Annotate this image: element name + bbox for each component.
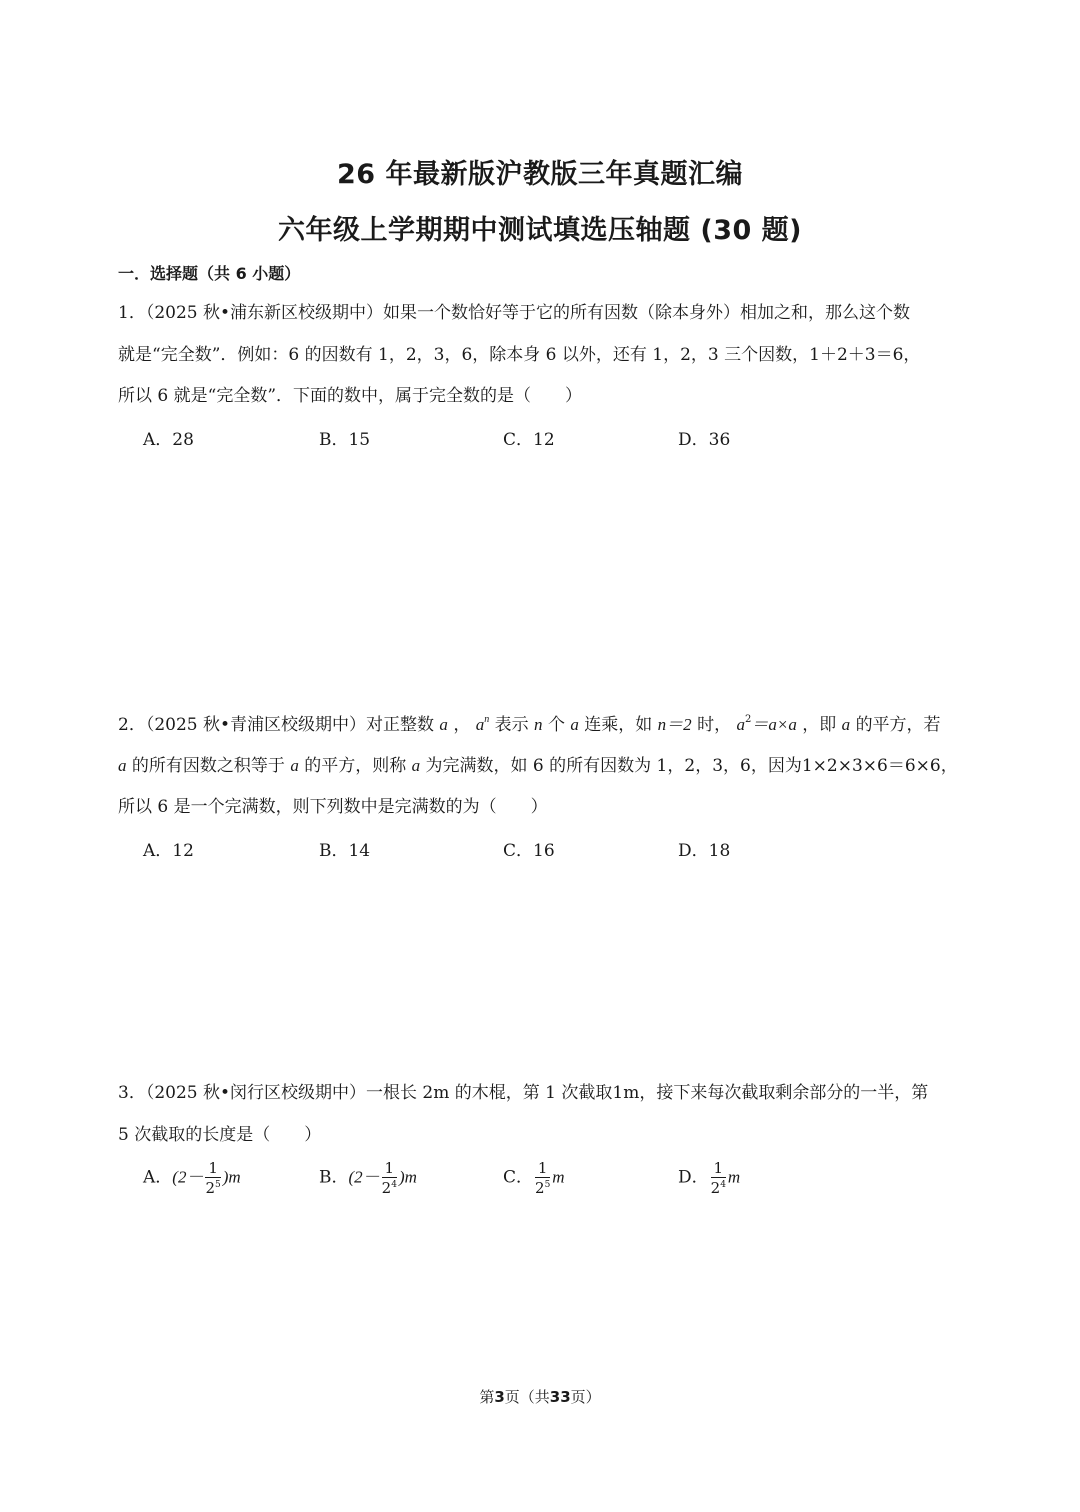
question-1-option-c: C．12	[503, 430, 555, 450]
question-2-text: 的平方，若	[855, 715, 941, 735]
math-variable: a	[290, 756, 299, 775]
fraction: $\frac{1}{2^5}$	[535, 1159, 551, 1197]
question-1-option-b: B．15	[319, 430, 371, 450]
math-variable: a	[570, 715, 579, 734]
question-2-line-1	[118, 713, 968, 737]
math-variable: a	[439, 715, 448, 734]
page-total: 33	[549, 1388, 571, 1406]
question-2-text: 时，	[697, 715, 732, 735]
question-2-option-c: C．16	[503, 841, 555, 861]
math-equation: $a^2=a\times a$	[736, 714, 797, 734]
question-2-text: ，即	[802, 715, 837, 735]
question-2-text: 的所有因数之积等于	[131, 756, 285, 776]
question-2-line-2	[118, 754, 968, 778]
document-title-line1: 26 年最新版沪教版三年真题汇编	[337, 159, 743, 190]
math-equation: n＝2	[657, 715, 692, 734]
math-variable: a	[118, 756, 127, 775]
question-2-line-3: 所以 6 是一个完满数，则下列数中是完满数的为（ ）	[118, 797, 548, 817]
question-3-line-2: 5 次截取的长度是（ ）	[118, 1125, 322, 1145]
question-3-option-a: A．(2－ $\frac{1}{2^5}$ )m	[143, 1159, 241, 1197]
math-power: $a^n$	[475, 714, 490, 734]
question-2-text: 为完满数，如 6 的所有因数为 1，2，3，6，因为1×2×3×6＝6×6，	[425, 756, 958, 776]
page-number: 3	[494, 1388, 505, 1406]
question-1-line-1: 1．（2025 秋•浦东新区校级期中）如果一个数恰好等于它的所有因数（除本身外）相加之和，那么这个数	[118, 303, 911, 323]
question-2-option-d: D．18	[678, 841, 731, 861]
math-variable: a	[841, 715, 851, 734]
question-2-option-b: B．14	[319, 841, 371, 861]
section-heading: 一．选择题（共 6 小题）	[118, 264, 301, 283]
question-3-line-1: 3．（2025 秋•闵行区校级期中）一根长 2m 的木棍，第 1 次截取1m，接下来每次截取剩余部分的一半，第	[118, 1083, 929, 1103]
question-3-option-c: C． $\frac{1}{2^5}$ m	[503, 1159, 565, 1197]
math-variable: n	[534, 715, 543, 734]
question-2-text: ，	[453, 715, 471, 735]
question-1-line-3: 所以 6 就是“完全数”．下面的数中，属于完全数的是（ ）	[118, 386, 583, 406]
question-3-option-b: B．(2－ $\frac{1}{2^4}$ )m	[319, 1159, 417, 1197]
math-variable: a	[411, 756, 421, 775]
question-1-option-d: D．36	[678, 430, 731, 450]
page-footer: 第3页（共33页）	[479, 1388, 601, 1406]
question-2-text: 2．（2025 秋•青浦区校级期中）对正整数	[118, 715, 435, 735]
question-2-text: 连乘，如	[584, 715, 653, 735]
question-1-line-2: 就是“完全数”．例如：6 的因数有 1，2，3，6，除本身 6 以外，还有 1，2，3 三个因数，1＋2＋3＝6，	[118, 345, 921, 365]
question-3-option-d: D． $\frac{1}{2^4}$ m	[678, 1159, 741, 1197]
fraction: $\frac{1}{2^4}$	[710, 1159, 726, 1197]
question-2-text: 的平方，则称	[304, 756, 407, 776]
question-2-option-a: A．12	[143, 841, 194, 861]
document-title-line2: 六年级上学期期中测试填选压轴题 (30 题)	[277, 215, 803, 246]
question-2-text: 表示	[494, 715, 529, 735]
fraction: $\frac{1}{2^5}$	[205, 1159, 221, 1197]
question-2-text: 个	[547, 715, 565, 735]
fraction: $\frac{1}{2^4}$	[381, 1159, 397, 1197]
question-1-option-a: A．28	[143, 430, 194, 450]
